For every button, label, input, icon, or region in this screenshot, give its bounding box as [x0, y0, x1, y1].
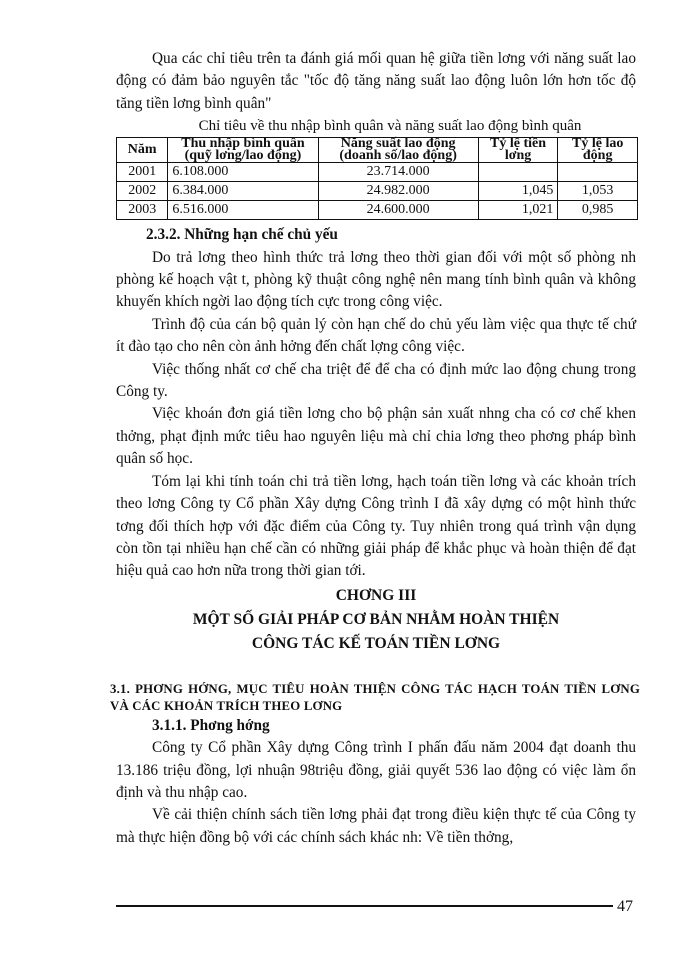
cell-income: 6.384.000 — [168, 182, 318, 201]
intro-paragraph: Qua các chỉ tiêu trên ta đánh giá mối quan hệ giữa tiền lơng với năng suất lao động có đảm bảo nguyên tắc "tốc độ tăng năng suất lao động luôn lớn hơn tốc độ tăng tiền lơng bình quân" — [116, 50, 636, 112]
paragraph: Việc thống nhất cơ chế cha triệt để để cha có định mức lao động chung trong Công ty. — [116, 360, 636, 401]
table-row — [117, 201, 638, 220]
cell-year: 2002 — [117, 182, 168, 201]
cell-wage-ratio: 1,045 — [478, 182, 558, 201]
section-heading-3-1: 3.1. PHƠNG HỚNG, MỤC TIÊU HOÀN THIỆN CÔNG TÁC HẠCH TOÁN TIỀN LƠNG VÀ CÁC KHOẢN TRÍCH THEO LƠNG — [110, 681, 640, 713]
cell-productivity: 23.714.000 — [318, 163, 478, 182]
header-productivity: Năng suất lao động (doanh số/lao động) — [318, 138, 478, 163]
paragraph: Tóm lại khi tính toán chi trả tiền lơng, hạch toán tiền lơng và các khoản trích theo lơng Công ty Cổ phần Xây dựng Công trình I đã xây dựng có một hình thức tơng đối thích hợp với đặc điểm của Công ty. Tuy nhiên trong quá trình vận dụng còn tồn tại nhiều hạn chế cần có những giải pháp để khắc phục và hoàn thiện để đạt hiệu quả cao hơn nữa trong thời gian tới. — [116, 472, 636, 580]
cell-labor-ratio — [558, 163, 638, 182]
section-heading-2-3-2: 2.3.2. Những hạn chế chủ yếu — [146, 226, 338, 244]
cell-year: 2003 — [117, 201, 168, 220]
cell-labor-ratio: 0,985 — [558, 201, 638, 220]
chapter-title-line-2: CÔNG TÁC KẾ TOÁN TIỀN LƠNG — [251, 634, 501, 652]
cell-year: 2001 — [117, 163, 168, 182]
table-row — [117, 182, 638, 201]
paragraph: Công ty Cổ phần Xây dựng Công trình I phấn đấu năm 2004 đạt doanh thu 13.186 triệu đồng, lợi nhuận 98triệu đồng, giải quyết 536 lao động có việc làm ổn định và thu nhập cao. — [116, 739, 636, 801]
footer-rule — [116, 905, 613, 907]
document-page — [110, 48, 640, 849]
header-year: Năm — [117, 138, 168, 163]
cell-income: 6.108.000 — [168, 163, 318, 182]
paragraph: Việc khoán đơn giá tiền lơng cho bộ phận sản xuất nhng cha có cơ chế khen thởng, phạt định mức tiêu hao nguyên liệu mà chỉ chia lơng theo phơng pháp bình quân số học. — [116, 405, 636, 468]
header-wage-ratio: Tỷ lệ tiền lơng — [478, 138, 558, 163]
section-heading-3-1-1: 3.1.1. Phơng hớng — [152, 716, 270, 734]
cell-productivity: 24.600.000 — [318, 201, 478, 220]
income-productivity-table — [116, 137, 638, 220]
cell-income: 6.516.000 — [168, 201, 318, 220]
header-income: Thu nhập bình quân (quỹ lơng/lao động) — [168, 138, 318, 163]
cell-wage-ratio — [478, 163, 558, 182]
paragraph: Trình độ của cán bộ quản lý còn hạn chế do chủ yếu làm việc qua thực tế chứ ít đào tạo cho nên còn ảnh hởng đến chất lợng công việc. — [116, 315, 636, 356]
table-caption: Chỉ tiêu về thu nhập bình quân và năng suất lao động bình quân — [198, 118, 582, 135]
page-number: 47 — [617, 898, 633, 915]
cell-labor-ratio: 1,053 — [558, 182, 638, 201]
table-row — [117, 163, 638, 182]
header-labor-ratio: Tỷ lệ lao động — [558, 138, 638, 163]
cell-wage-ratio: 1,021 — [478, 201, 558, 220]
chapter-label: CHƠNG III — [335, 586, 417, 604]
cell-productivity: 24.982.000 — [318, 182, 478, 201]
table-header-row — [117, 138, 638, 163]
paragraph: Do trả lơng theo hình thức trả lơng theo thời gian đối với một số phòng nh phòng kế hoạch vật t, phòng kỹ thuật công nghệ nên mang tính bình quân và không khuyến khích ngời lao động tích cực trong công việc. — [116, 248, 636, 311]
chapter-title-line-1: MỘT SỐ GIẢI PHÁP CƠ BẢN NHẰM HOÀN THIỆN — [192, 610, 560, 628]
paragraph: Về cải thiện chính sách tiền lơng phải đạt trong điều kiện thực tế của Công ty mà thực hiện đồng bộ với các chính sách khác nh: Về tiền thởng, — [116, 806, 636, 846]
